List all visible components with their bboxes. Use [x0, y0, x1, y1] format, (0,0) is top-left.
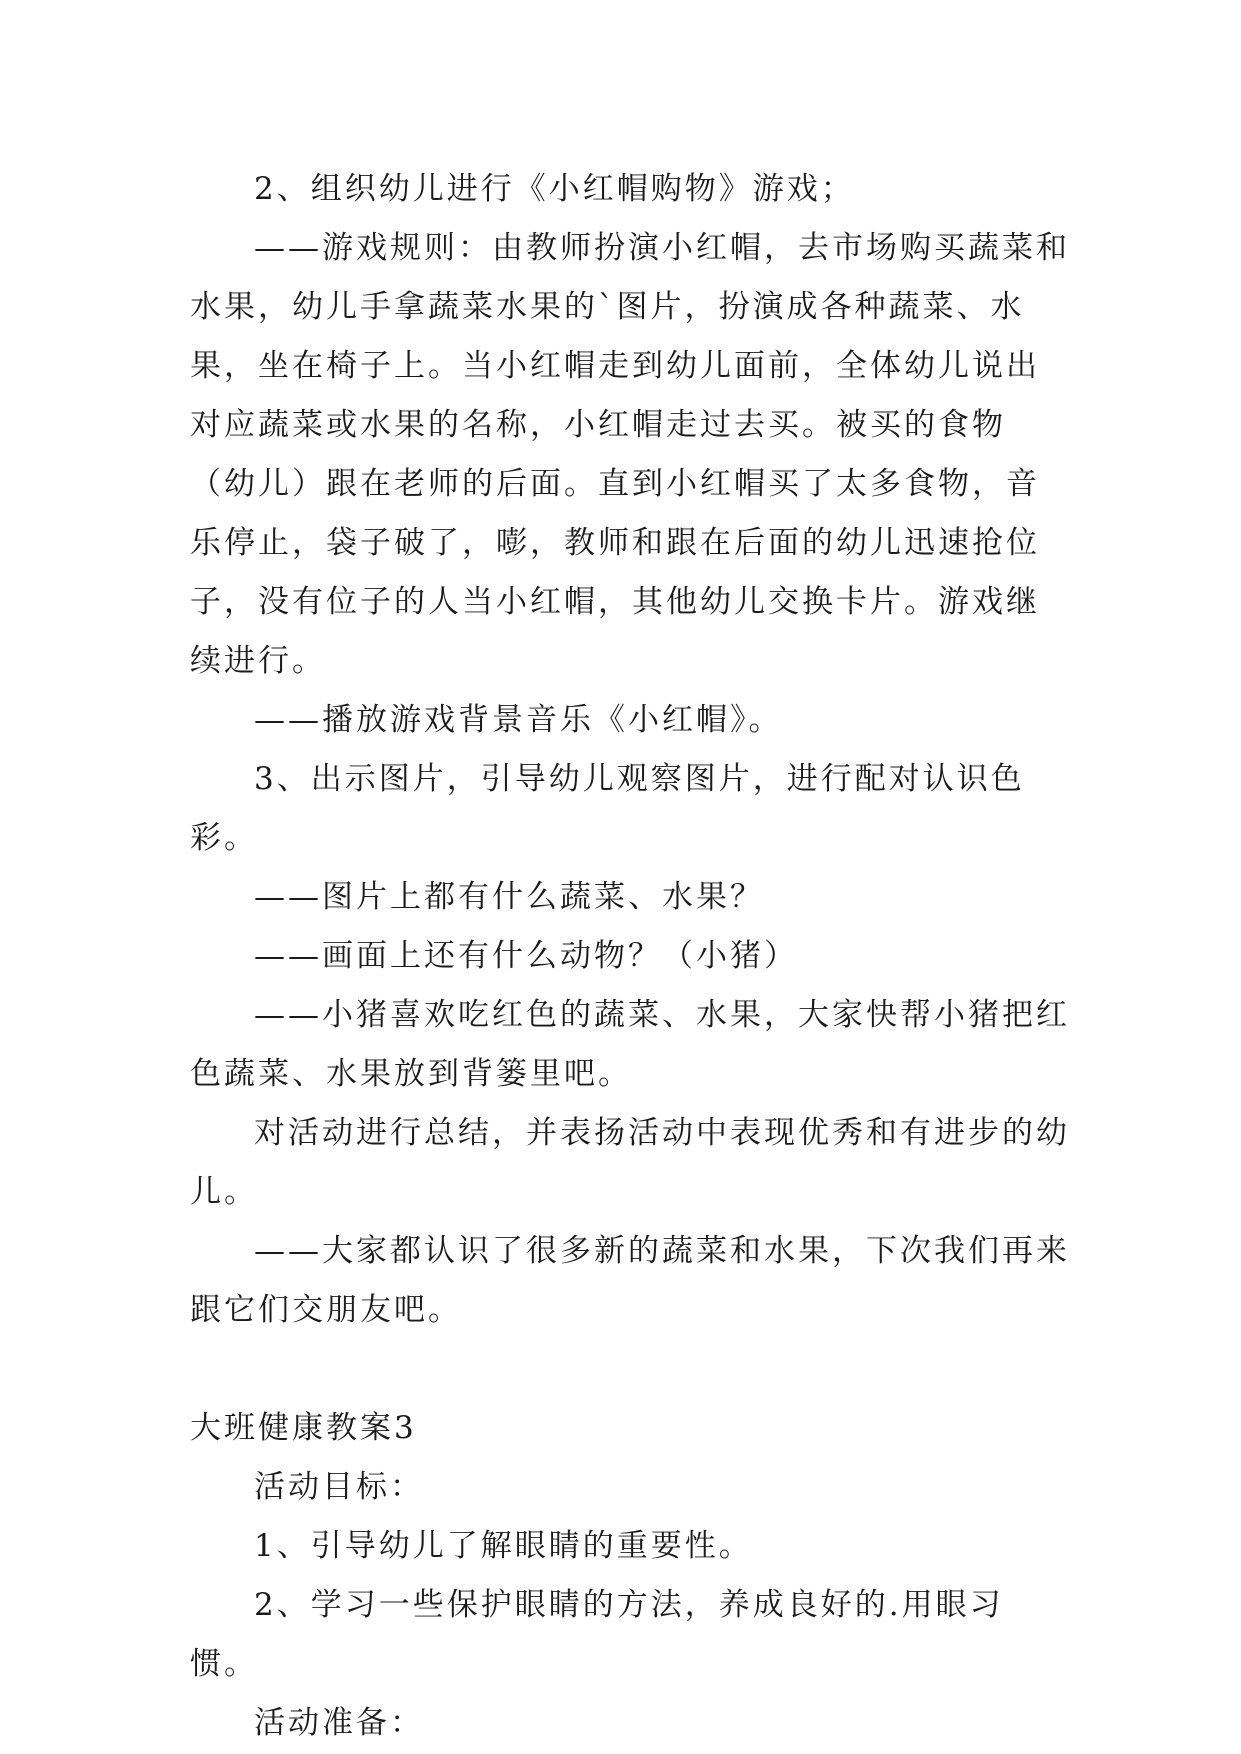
- document-body: [190, 160, 1070, 1753]
- paragraph: ——图片上都有什么蔬菜、水果？: [254, 879, 764, 915]
- paragraph: ——大家都认识了很多新的蔬菜和水果，下次我们再来跟它们交朋友吧。: [190, 1233, 1070, 1328]
- section-heading: 大班健康教案3: [190, 1410, 417, 1446]
- paragraph: 活动准备：: [254, 1705, 424, 1741]
- paragraph: ——播放游戏背景音乐《小红帽》。: [254, 702, 783, 738]
- paragraph: ——小猪喜欢吃红色的蔬菜、水果，大家快帮小猪把红色蔬菜、水果放到背篓里吧。: [190, 997, 1070, 1092]
- paragraph: 2、学习一些保护眼睛的方法，养成良好的.用眼习惯。: [190, 1587, 1004, 1682]
- paragraph: 对活动进行总结，并表扬活动中表现优秀和有进步的幼儿。: [190, 1115, 1070, 1210]
- paragraph: 1、引导幼儿了解眼睛的重要性。: [254, 1528, 753, 1564]
- paragraph: 3、出示图片，引导幼儿观察图片，进行配对认识色彩。: [190, 761, 1025, 856]
- paragraph: ——游戏规则：由教师扮演小红帽，去市场购买蔬菜和水果，幼儿手拿蔬菜水果的`图片，扮演成各种蔬菜、水果，坐在椅子上。当小红帽走到幼儿面前，全体幼儿说出对应蔬菜或水果的名称，小红帽走过去买。被买的食物（幼儿）跟在老师的后面。直到小红帽买了太多食物，音乐停止，袋子破了，嘭，教师和跟在后面的幼儿迅速抢位子，没有位子的人当小红帽，其他幼儿交换卡片。游戏继续进行。: [190, 230, 1070, 679]
- paragraph: 2、组织幼儿进行《小红帽购物》游戏；: [254, 171, 855, 207]
- paragraph: ——画面上还有什么动物？（小猪）: [254, 938, 798, 974]
- paragraph: 活动目标：: [254, 1469, 424, 1505]
